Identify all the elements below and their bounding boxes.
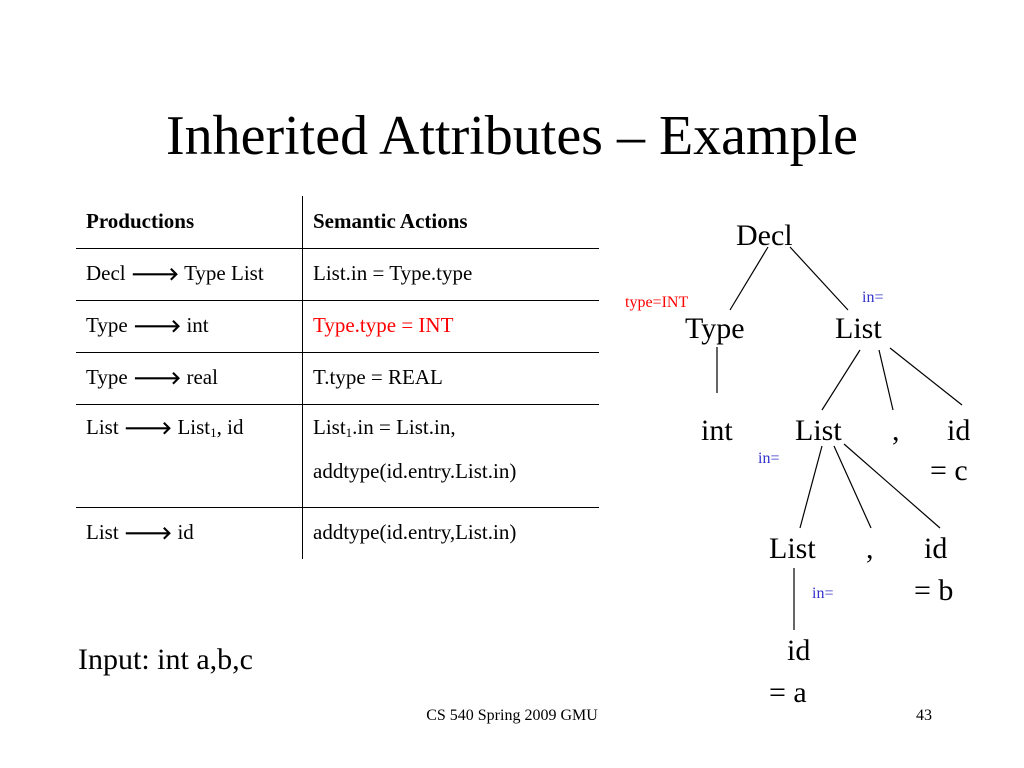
production-rhs-tail: , id (216, 415, 244, 439)
action-cell: T.type = REAL (303, 353, 600, 405)
production-rhs: Type List (184, 261, 264, 285)
production-lhs: List (86, 415, 119, 439)
node-list-3: List (769, 532, 816, 565)
production-lhs: List (86, 520, 119, 544)
action-cell (303, 405, 600, 508)
table-row (76, 508, 599, 560)
edge-list-list (822, 350, 860, 410)
node-list: List (835, 312, 882, 345)
node-comma-1: , (892, 414, 900, 447)
annotation-in-2: in= (758, 450, 780, 467)
node-id-c-value: = c (930, 454, 968, 487)
action-cell: addtype(id.entry,List.in) (313, 520, 517, 544)
node-id-b-value: = b (914, 574, 954, 607)
node-int: int (701, 414, 733, 447)
table-row (76, 405, 599, 508)
production-rhs: id (177, 520, 194, 544)
table-row (76, 353, 599, 405)
annotation-in-1: in= (862, 289, 884, 306)
node-type: Type (685, 312, 745, 345)
page-number: 43 (916, 707, 932, 724)
action-cell-highlighted: Type.type = INT (303, 301, 600, 353)
node-comma-2: , (866, 532, 874, 565)
production-cell (76, 249, 303, 301)
input-label: Input: int a,b,c (78, 643, 253, 676)
action-main: List (313, 415, 346, 439)
production-lhs: Type (86, 313, 128, 337)
table-row (76, 249, 599, 301)
production-cell (76, 301, 303, 353)
arrow-right-icon: 🡒 (132, 316, 182, 337)
arrow-right-icon: 🡒 (123, 418, 173, 439)
arrow-right-icon: 🡒 (130, 264, 180, 285)
annotation-type-int: type=INT (625, 294, 689, 311)
subscript: 1 (210, 425, 217, 440)
node-decl: Decl (736, 219, 793, 252)
edge-list2-id-b (844, 444, 940, 528)
table-header-row (76, 196, 599, 249)
header-productions: Productions (76, 196, 303, 249)
productions-table (76, 196, 599, 559)
edge-list2-list3 (800, 446, 822, 528)
action-cell: List.in = Type.type (303, 249, 600, 301)
production-lhs: Type (86, 365, 128, 389)
edge-decl-list (790, 247, 848, 310)
node-id-c: id (947, 414, 971, 447)
footer: CS 540 Spring 2009 GMU (426, 707, 598, 724)
production-lhs: Decl (86, 261, 126, 285)
action-line2: addtype(id.entry.List.in) (313, 459, 517, 483)
production-cell (76, 508, 303, 560)
arrow-right-icon: 🡒 (132, 368, 182, 389)
node-id-a: id (787, 634, 811, 667)
edge-list2-comma (834, 446, 871, 528)
subscript: 1 (345, 425, 353, 440)
arrow-right-icon: 🡒 (123, 523, 173, 544)
action-tail: .in = List.in, (352, 415, 456, 439)
production-cell (76, 353, 303, 405)
node-id-a-value: = a (769, 676, 807, 709)
edge-decl-type (730, 247, 768, 310)
node-list-2: List (795, 414, 842, 447)
edge-list-comma (879, 350, 893, 410)
production-rhs: List (177, 415, 211, 439)
tree-nodes (685, 219, 970, 709)
node-id-b: id (924, 532, 948, 565)
parse-tree (600, 200, 1000, 710)
slide-title: Inherited Attributes – Example (165, 105, 859, 167)
table-row (76, 301, 599, 353)
production-rhs: int (186, 313, 209, 337)
edge-list-id-c (890, 348, 962, 405)
production-rhs: real (186, 365, 218, 389)
header-semantic-actions: Semantic Actions (303, 196, 600, 249)
annotation-in-3: in= (812, 585, 834, 602)
production-cell (76, 405, 303, 508)
